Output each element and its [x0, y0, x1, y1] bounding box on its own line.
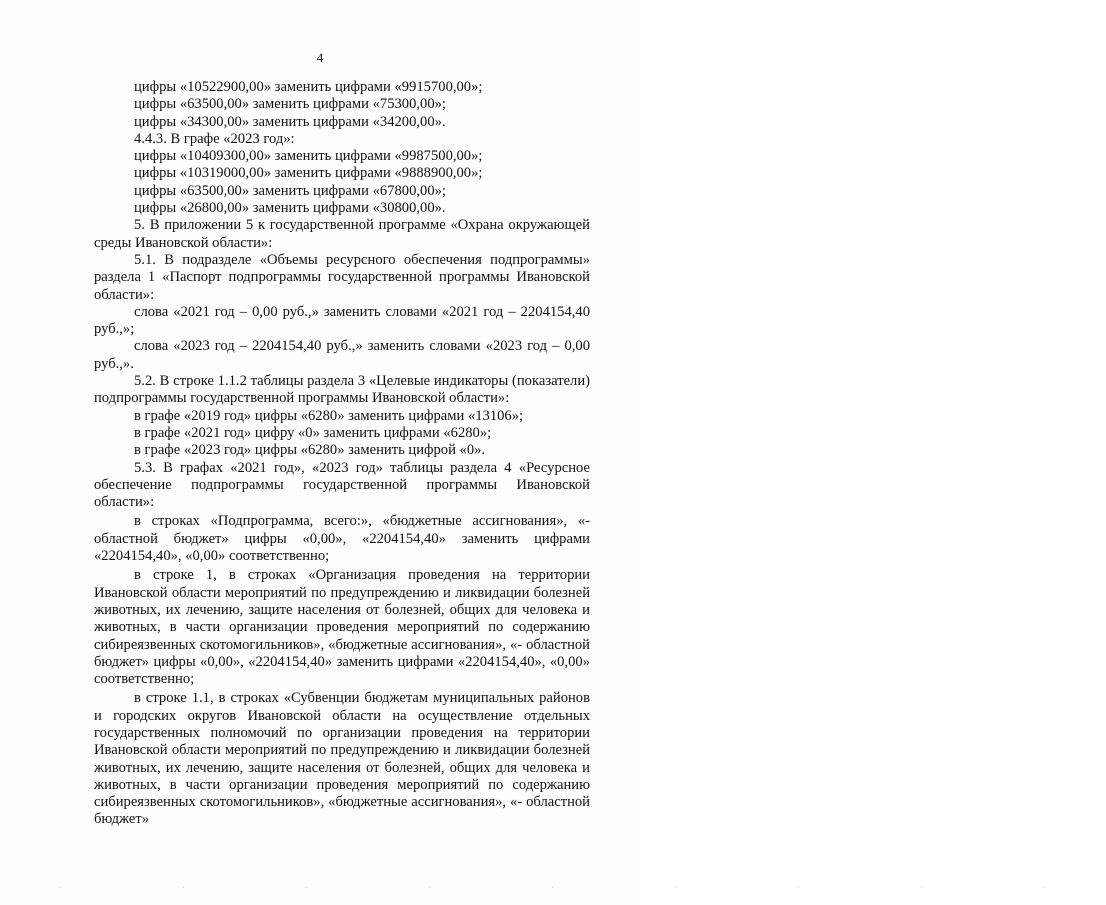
paragraph-16: в графе «2023 год» цифры «6280» заменить цифрой «0». — [134, 442, 486, 459]
paragraph-12: слова «2023 год – 2204154,40 руб.,» заменить словами «2023 год – 0,00 руб.,». — [94, 338, 590, 372]
paragraph-7: цифры «63500,00» заменить цифрами «67800,00»; — [134, 182, 446, 199]
paragraph-11: слова «2021 год – 0,00 руб.,» заменить словами «2021 год – 2204154,40 руб.,»; — [94, 303, 590, 338]
paragraph-4: 4.4.3. В графе «2023 год»: — [134, 130, 295, 147]
paragraph-1: цифры «10522900,00» заменить цифрами «9915700,00»; — [134, 79, 483, 95]
paragraph-18: в строках «Подпрограмма, всего:», «бюджетные ассигнования», «- областной бюджет» цифры «0,00», «2204154,40» заменить цифрами «2204154,40», «0,00» соответственно; — [94, 513, 590, 565]
scan-marks: . . . . . . . . . — [60, 884, 1106, 890]
paragraph-9: 5. В приложении 5 к государственной программе «Охрана окружающей среды Ивановской области»: — [94, 217, 590, 251]
paragraph-13: 5.2. В строке 1.1.2 таблицы раздела 3 «Целевые индикаторы (показатели) подпрограммы государственной программы Ивановской области»: — [94, 373, 590, 407]
paragraph-5: цифры «10409300,00» заменить цифрами «9987500,00»; — [134, 148, 483, 165]
paragraph-3: цифры «34300,00» заменить цифрами «34200,00». — [134, 113, 446, 130]
paragraph-10: 5.1. В подразделе «Объемы ресурсного обеспечения подпрограммы» раздела 1 «Паспорт подпрограммы государственной программы Ивановской области»: — [94, 251, 590, 303]
document-body — [94, 79, 590, 829]
paragraph-8: цифры «26800,00» заменить цифрами «30800,00». — [134, 200, 446, 217]
paragraph-17: 5.3. В графах «2021 год», «2023 год» таблицы раздела 4 «Ресурсное обеспечение подпрограммы государственной программы Ивановской области»: — [94, 459, 590, 511]
paragraph-6: цифры «10319000,00» заменить цифрами «9888900,00»; — [134, 165, 483, 182]
paragraph-20: в строке 1.1, в строках «Субвенции бюджетам муниципальных районов и городских округов Ивановской области на осуществление отдельных государственных полномочий по организации проведения на территории Ивановской области мероприятий по предупреждению и ликвидации болезней животных, их лечению, защите населения от болезней, общих для человека и животных, в части организации проведения мероприятий по содержанию сибиреязвенных скотомогильников», «бюджетные ассигнования», «- областной бюджет» — [94, 690, 590, 828]
page-number: 4 — [316, 50, 324, 65]
paragraph-15: в графе «2021 год» цифру «0» заменить цифрами «6280»; — [134, 424, 492, 441]
paragraph-2: цифры «63500,00» заменить цифрами «75300,00»; — [134, 96, 446, 113]
paragraph-14: в графе «2019 год» цифры «6280» заменить цифрами «13106»; — [134, 407, 524, 424]
paragraph-19: в строке 1, в строках «Организация проведения на территории Ивановской области мероприятий по предупреждению и ликвидации болезней животных, их лечению, защите населения от болезней, общих для человека и животных, в части организации проведения мероприятий по содержанию сибиреязвенных скотомогильников», «бюджетные ассигнования», «- областной бюджет» цифры «0,00», «2204154,40» заменить цифрами «2204154,40», «0,00» соответственно; — [94, 567, 590, 688]
